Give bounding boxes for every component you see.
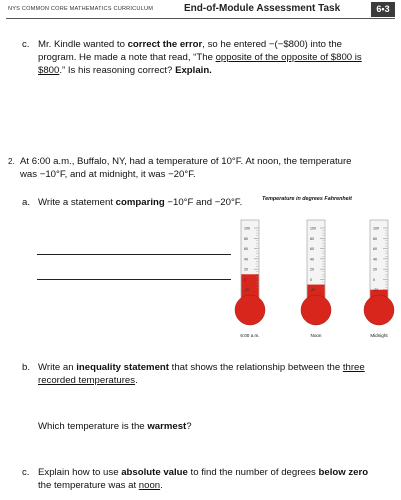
thermometer-tick-label-midnight: -20 (373, 288, 379, 293)
q2a-prompt: Write a statement comparing −10°F and −20°F. (38, 197, 243, 208)
q2b-warmest: Which temperature is the warmest? (38, 421, 192, 432)
q2c-label: c. (22, 467, 30, 478)
q2b-label: b. (22, 362, 31, 373)
thermometer-tick-label-noon: 0 (310, 277, 312, 282)
thermometer-title: Temperature in degrees Fahrenheit (262, 196, 352, 202)
q1c-line2: program. He made a note that read, “The opposite of the opposite of $800 is (38, 52, 362, 63)
q2b-line2: recorded temperatures. (38, 375, 138, 386)
thermometer-tick-label-midnight: 0 (373, 277, 375, 282)
thermometer-tick-label-6am: 0 (244, 277, 246, 282)
thermometer-tick-label-noon: -20 (310, 288, 316, 293)
module-badge: 6•3 (371, 2, 395, 17)
thermometer-tick-label-6am: 20 (244, 267, 248, 272)
thermometer-tick-label-midnight: 20 (373, 267, 377, 272)
q1c-label: c. (22, 39, 30, 50)
q2c-line1: Explain how to use absolute value to find the number of degrees below zero (38, 467, 369, 478)
thermo-caption-noon: Noon (310, 333, 322, 338)
q2-number: 2. (8, 157, 15, 166)
q1c-line3: $800.” Is his reasoning correct? Explain. (38, 65, 212, 76)
q2-line2: was −10°F, and at midnight, it was −20°F. (20, 169, 196, 180)
thermometer-tick-label-midnight: 100 (373, 226, 379, 231)
thermometer-bulb-6am (235, 295, 265, 325)
thermometer-tick-label-noon: 100 (310, 226, 316, 231)
q2c-line2: the temperature was at noon. (38, 480, 163, 491)
q1c-line1: Mr. Kindle wanted to correct the error, so he entered −(−$800) into the (38, 39, 342, 50)
thermometer-tick-label-noon: 60 (310, 247, 314, 252)
thermometer-tick-label-6am: 60 (244, 247, 248, 252)
thermometer-bulb-noon (301, 295, 331, 325)
q2b-line1: Write an inequality statement that shows the relationship between the three (38, 362, 365, 373)
thermometer-bulb-midnight (364, 295, 394, 325)
q2a-label: a. (22, 197, 31, 208)
thermometer-tick-label-6am: 100 (244, 226, 250, 231)
thermometer-tick-label-6am: -20 (244, 288, 250, 293)
thermometer-tick-label-6am: 40 (244, 257, 248, 262)
thermometer-tick-label-midnight: 60 (373, 247, 377, 252)
thermometer-tick-label-noon: 80 (310, 236, 314, 241)
q2-line1: At 6:00 a.m., Buffalo, NY, had a temperature of 10°F. At noon, the temperature (20, 156, 352, 167)
thermometer-tick-label-noon: 20 (310, 267, 314, 272)
thermometer-tick-label-midnight: 40 (373, 257, 377, 262)
thermometer-tick-label-6am: 80 (244, 236, 248, 241)
thermometer-tick-label-midnight: 80 (373, 236, 377, 241)
thermo-caption-midnight: Midnight (370, 333, 388, 338)
curriculum-label: NYS COMMON CORE MATHEMATICS CURRICULUM (8, 6, 154, 12)
thermo-caption-6am: 6:00 a.m. (240, 333, 260, 338)
task-title: End-of-Module Assessment Task (184, 3, 341, 14)
thermometer-tick-label-noon: 40 (310, 257, 314, 262)
